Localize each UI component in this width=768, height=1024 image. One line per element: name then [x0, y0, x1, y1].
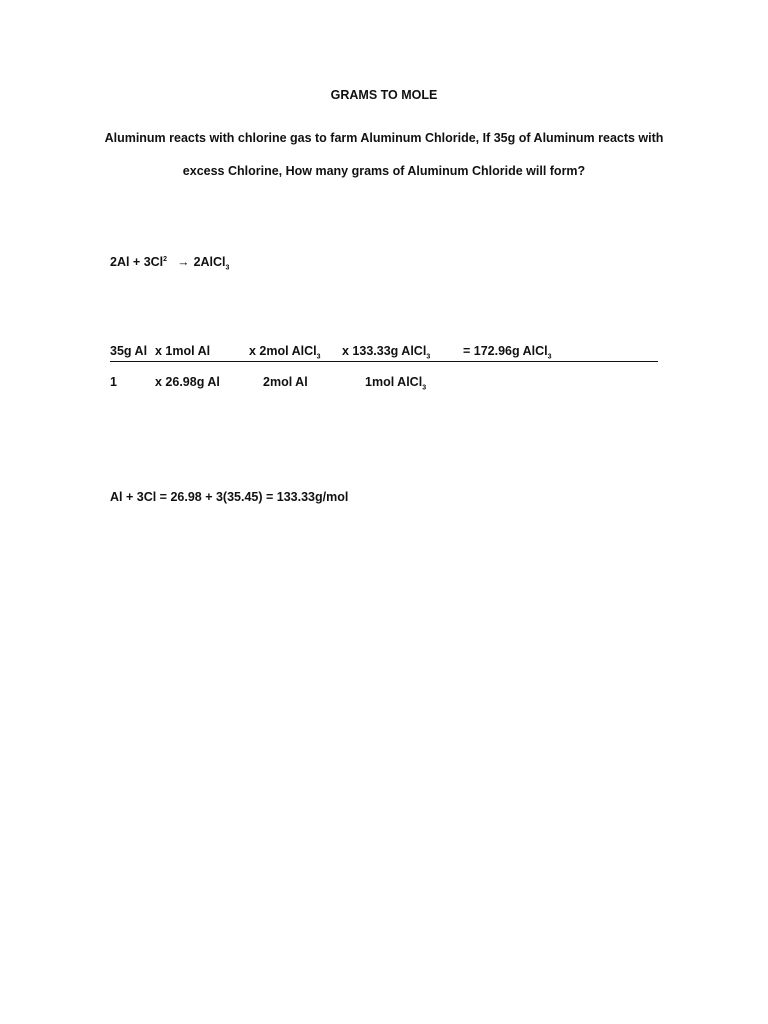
- equation-reactant-superscript: 2: [163, 255, 168, 263]
- molar-mass-calculation: Al + 3Cl = 26.98 + 3(35.45) = 133.33g/mol: [110, 490, 349, 504]
- denominator-term-1: 1: [110, 375, 117, 389]
- question-line-1: Aluminum reacts with chlorine gas to farm Aluminum Chloride, If 35g of Aluminum reacts with: [104, 131, 664, 145]
- equation-product-subscript: 3: [225, 264, 230, 272]
- denominator-term-3: 2mol Al: [263, 375, 308, 389]
- numerator-result: = 172.96g AlCl$_3$: [463, 344, 552, 361]
- numerator-term-3: x 2mol AlCl$_3$: [249, 344, 321, 361]
- equation-product: 2AlCl: [193, 255, 226, 269]
- chemical-equation: [110, 255, 229, 270]
- equation-reactants: 2Al + 3Cl: [110, 255, 164, 269]
- numerator-term-1: 35g Al: [110, 344, 148, 358]
- right-arrow-icon: →: [177, 255, 190, 269]
- question-line-2: excess Chlorine, How many grams of Aluminum Chloride will form?: [182, 164, 586, 178]
- page-title: GRAMS TO MOLE: [330, 88, 438, 102]
- fraction-divider-line: [110, 361, 658, 362]
- denominator-term-2: x 26.98g Al: [155, 375, 220, 389]
- denominator-term-4: 1mol AlCl$_3$: [365, 375, 427, 392]
- numerator-term-2: x 1mol Al: [155, 344, 211, 358]
- numerator-term-4: x 133.33g AlCl$_3$: [342, 344, 431, 361]
